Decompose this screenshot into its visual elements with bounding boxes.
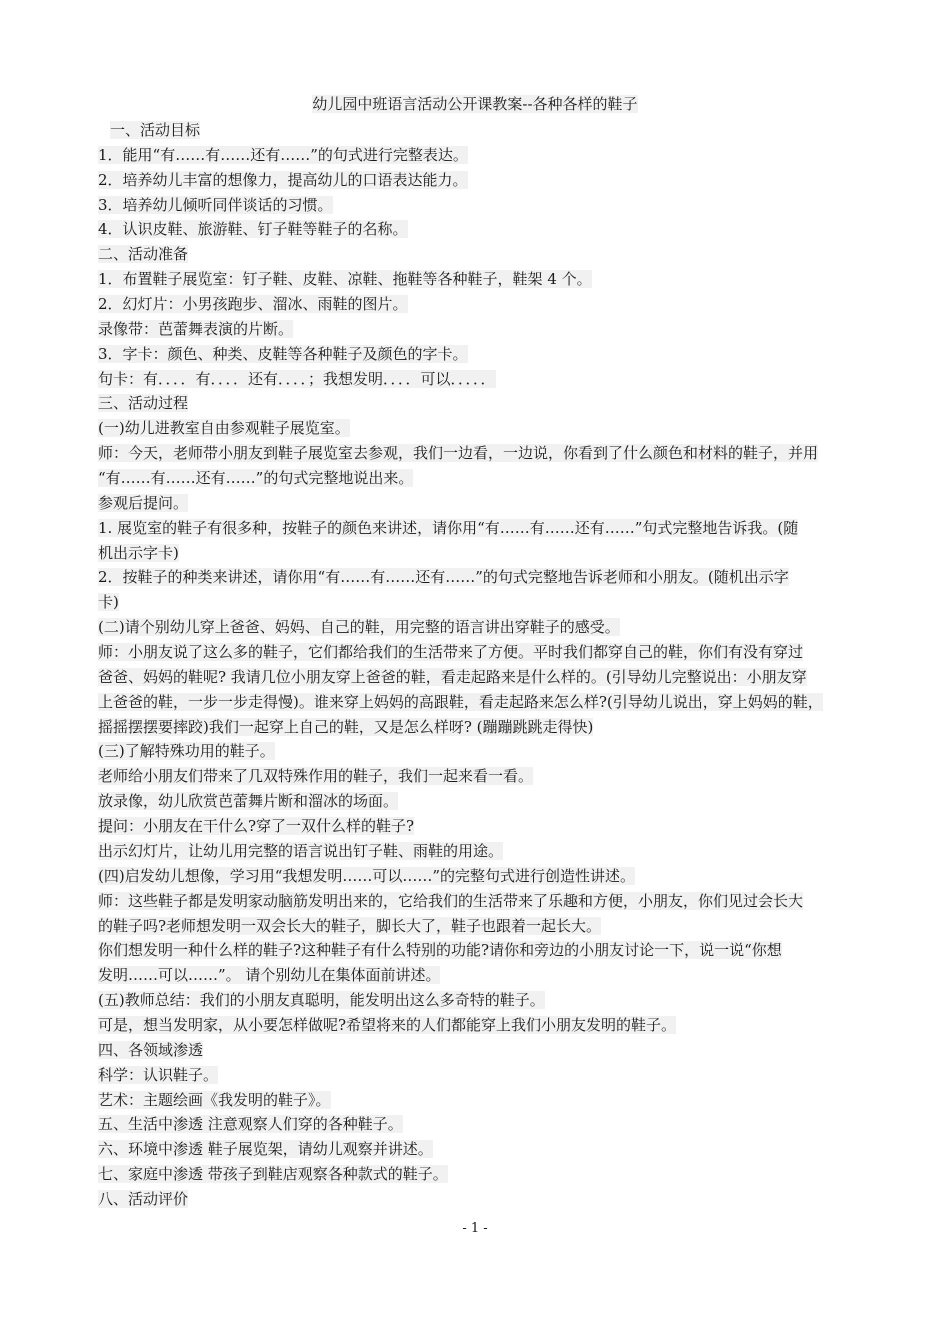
text-line	[98, 1038, 888, 1063]
text-line	[98, 889, 888, 914]
text-line	[98, 267, 888, 292]
page-number: - 1 -	[462, 1221, 488, 1236]
text-line	[98, 242, 888, 267]
text-line-content: 可是，想当发明家，从小要怎样做呢?希望将来的人们都能穿上我们小朋友发明的鞋子。	[98, 1015, 677, 1034]
text-line	[98, 988, 888, 1013]
text-line-content: “有……有……还有……”的句式完整地说出来。	[98, 469, 414, 488]
document-title	[0, 94, 950, 114]
text-line	[98, 292, 888, 317]
text-line	[98, 1063, 888, 1088]
text-line-content: 机出示字卡)	[98, 543, 179, 562]
text-line	[98, 963, 888, 988]
text-line-content: 3．字卡：颜色、种类、皮鞋等各种鞋子及颜色的字卡。	[98, 344, 468, 363]
text-line-content: 3．培养幼儿倾听同伴谈话的习惯。	[98, 195, 333, 214]
text-line-content: (二)请个别幼儿穿上爸爸、妈妈、自己的鞋，用完整的语言讲出穿鞋子的感受。	[98, 618, 620, 637]
text-line-content: (五)教师总结：我们的小朋友真聪明，能发明出这么多奇特的鞋子。	[98, 991, 545, 1010]
text-line-content: 提问：小朋友在干什么?穿了一双什么样的鞋子?	[98, 817, 415, 836]
text-line	[98, 1112, 888, 1137]
text-line-content: 参观后提问。	[98, 493, 189, 512]
text-line	[98, 764, 888, 789]
text-line-content: (四)启发幼儿想像，学习用“我想发明……可以……”的完整句式进行创造性讲述。	[98, 866, 636, 885]
text-line-content: 七、家庭中渗透 带孩子到鞋店观察各种款式的鞋子。	[98, 1165, 448, 1184]
text-line	[98, 914, 888, 939]
text-line	[98, 640, 888, 665]
text-line-content: 艺术：主题绘画《我发明的鞋子》。	[98, 1090, 331, 1109]
text-line-content: 二、活动准备	[98, 245, 189, 264]
text-line	[98, 590, 888, 615]
text-line-content: 2．培养幼儿丰富的想像力，提高幼儿的口语表达能力。	[98, 170, 468, 189]
text-line	[98, 1187, 888, 1212]
text-line	[98, 1162, 888, 1187]
text-line-content: 2．按鞋子的种类来讲述，请你用“有……有……还有……”的句式完整地告诉老师和小朋友。(随机出示字	[98, 568, 789, 587]
text-line-content: 2．幻灯片：小男孩跑步、溜冰、雨鞋的图片。	[98, 295, 408, 314]
text-line-content: 三、活动过程	[98, 394, 189, 413]
text-line-content: 五、生活中渗透 注意观察人们穿的各种鞋子。	[98, 1115, 403, 1134]
text-line-content: (一)幼儿进教室自由参观鞋子展览室。	[98, 419, 350, 438]
text-line-content: 爸爸、妈妈的鞋呢? 我请几位小朋友穿上爸爸的鞋，看走起路来是什么样的。(引导幼儿完整说出：小朋友穿	[98, 667, 807, 686]
text-line	[98, 814, 888, 839]
text-line-content: 你们想发明一种什么样的鞋子?这种鞋子有什么特别的功能?请你和旁边的小朋友讨论一下，说一说“你想	[98, 941, 782, 960]
text-line	[98, 441, 888, 466]
text-line	[98, 938, 888, 963]
text-line	[98, 565, 888, 590]
text-line	[98, 466, 888, 491]
text-line	[98, 416, 888, 441]
text-line	[98, 715, 888, 740]
document-body	[98, 118, 888, 1212]
text-line-content: 卡)	[98, 593, 119, 612]
text-line-content: 八、活动评价	[98, 1189, 189, 1208]
text-line-content: 1. 展览室的鞋子有很多种，按鞋子的颜色来讲述，请你用“有……有……还有……”句式完整地告诉我。(随	[98, 518, 799, 537]
text-line-content: 1．布置鞋子展览室：钉子鞋、皮鞋、凉鞋、拖鞋等各种鞋子，鞋架 4 个。	[98, 270, 592, 289]
text-line-content: 摇摇摆摆要摔跤)我们一起穿上自己的鞋，又是怎么样呀? (蹦蹦跳跳走得快)	[98, 717, 594, 736]
text-line	[98, 541, 888, 566]
text-line	[98, 491, 888, 516]
text-line-content: 出示幻灯片，让幼儿用完整的语言说出钉子鞋、雨鞋的用途。	[98, 841, 504, 860]
text-line-content: 师：今天，老师带小朋友到鞋子展览室去参观，我们一边看，一边说，你看到了什么颜色和材料的鞋子，并用	[98, 444, 819, 463]
text-line	[98, 367, 888, 392]
text-line-content: 的鞋子吗?老师想发明一双会长大的鞋子，脚长大了，鞋子也跟着一起长大。	[98, 916, 602, 935]
text-line	[98, 342, 888, 367]
text-line	[98, 516, 888, 541]
text-line	[98, 391, 888, 416]
text-line	[98, 665, 888, 690]
text-line-content: 4．认识皮鞋、旅游鞋、钉子鞋等鞋子的名称。	[98, 220, 408, 239]
text-line	[98, 317, 888, 342]
text-line	[98, 739, 888, 764]
text-line-content: 六、环境中渗透 鞋子展览架，请幼儿观察并讲述。	[98, 1140, 433, 1159]
text-line-content: 发明……可以……”。 请个别幼儿在集体面前讲述。	[98, 966, 441, 985]
text-line	[98, 217, 888, 242]
text-line-content: 录像带：芭蕾舞表演的片断。	[98, 319, 294, 338]
text-line-content: 1．能用“有……有……还有……”的句式进行完整表达。	[98, 145, 468, 164]
text-line-content: 老师给小朋友们带来了几双特殊作用的鞋子，我们一起来看一看。	[98, 767, 534, 786]
text-line	[98, 1137, 888, 1162]
text-line-content: 师：这些鞋子都是发明家动脑筋发明出来的，它给我们的生活带来了乐趣和方便，小朋友，你们见过会长大	[98, 891, 804, 910]
text-line-content: 师：小朋友说了这么多的鞋子，它们都给我们的生活带来了方便。平时我们都穿自己的鞋，你们有没有穿过	[98, 643, 804, 662]
text-line	[98, 118, 888, 143]
text-line-content: 放录像，幼儿欣赏芭蕾舞片断和溜冰的场面。	[98, 792, 399, 811]
text-line	[98, 690, 888, 715]
text-line-content: 句卡：有．．．．有．．．．还有．．．．；我想发明．．．．可以．．．．．	[98, 369, 496, 388]
text-line-content: (三)了解特殊功用的鞋子。	[98, 742, 275, 761]
document-title-text: 幼儿园中班语言活动公开课教案--各种各样的鞋子	[312, 95, 638, 113]
text-line-content: 科学：认识鞋子。	[98, 1065, 219, 1084]
text-line	[98, 789, 888, 814]
text-line-content: 上爸爸的鞋，一步一步走得慢)。谁来穿上妈妈的高跟鞋，看走起路来怎么样?(引导幼儿说出，穿上妈妈的鞋，	[98, 692, 823, 711]
text-line-content: 一、活动目标	[110, 121, 201, 139]
text-line	[98, 864, 888, 889]
text-line-content: 四、各领域渗透	[98, 1040, 204, 1059]
text-line	[98, 839, 888, 864]
text-line	[98, 615, 888, 640]
text-line	[98, 1088, 888, 1113]
text-line	[98, 193, 888, 218]
text-line	[98, 1013, 888, 1038]
text-line	[98, 168, 888, 193]
text-line	[98, 143, 888, 168]
